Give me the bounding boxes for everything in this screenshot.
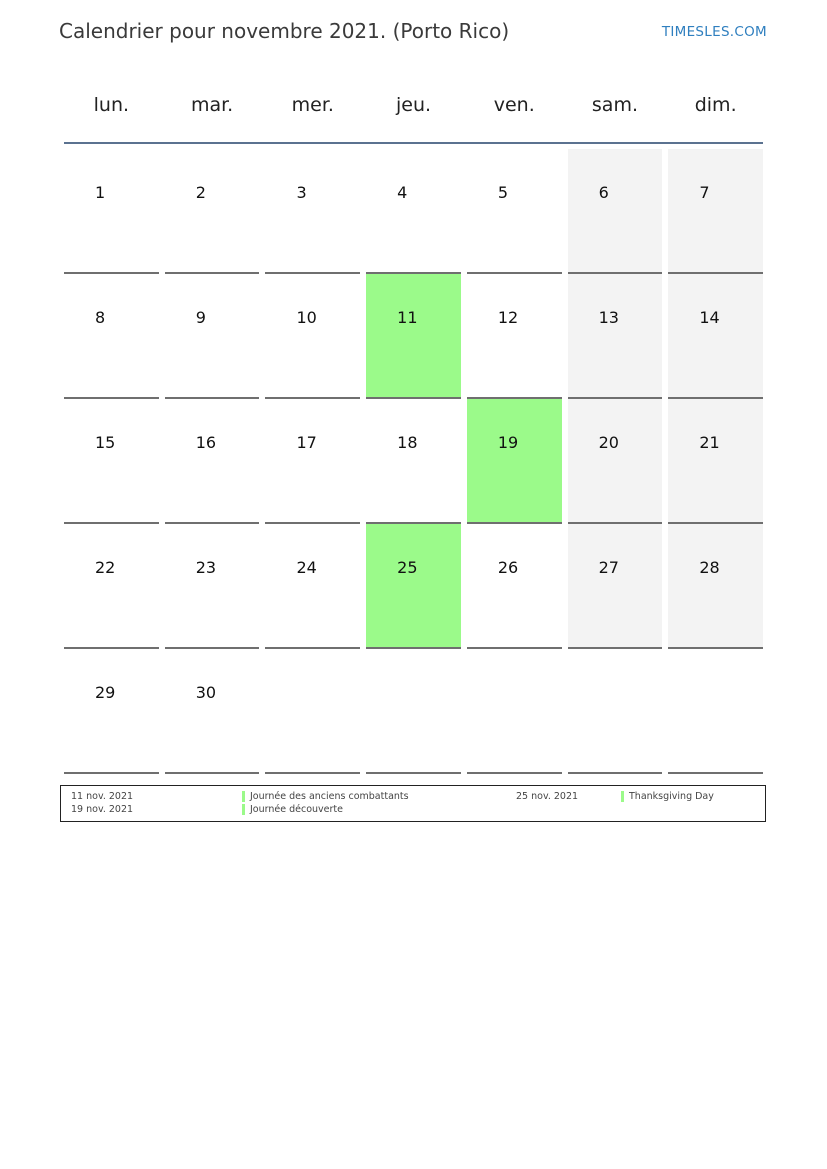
day-number: 6 <box>598 183 609 202</box>
day-cell-background <box>64 149 159 272</box>
holiday-color-swatch <box>242 791 245 802</box>
day-number: 17 <box>296 433 317 452</box>
holiday-day-cell <box>366 524 461 649</box>
day-cell <box>366 399 461 524</box>
day-cell <box>467 524 562 649</box>
day-cell-background <box>668 399 763 522</box>
page-title: Calendrier pour novembre 2021. (Porto Rico) <box>59 19 510 43</box>
day-cell-background <box>568 399 663 522</box>
day-cell-background <box>165 524 260 647</box>
weekday-label: jeu. <box>395 94 432 116</box>
day-cell-background <box>265 524 360 647</box>
day-number: 20 <box>598 433 619 452</box>
day-cell <box>668 274 763 399</box>
day-cell <box>568 524 663 649</box>
day-number: 14 <box>699 308 720 327</box>
day-cell-background <box>568 649 663 772</box>
legend-holiday-name: Journée des anciens combattants <box>250 791 409 802</box>
legend-holiday-name: Thanksgiving Day <box>629 791 714 802</box>
day-cell-background <box>668 649 763 772</box>
day-cell <box>64 274 159 399</box>
day-number: 24 <box>296 558 317 577</box>
empty-day-cell <box>568 649 663 774</box>
day-cell-background <box>265 649 360 772</box>
day-cell-background <box>366 399 461 522</box>
day-cell-background <box>668 274 763 397</box>
day-cell <box>64 524 159 649</box>
day-cell <box>265 524 360 649</box>
day-number: 2 <box>195 183 206 202</box>
day-cell <box>668 399 763 524</box>
holiday-day-cell <box>467 399 562 524</box>
day-cell <box>467 149 562 274</box>
weekday-label: mar. <box>190 94 234 116</box>
day-number: 15 <box>95 433 116 452</box>
holiday-legend <box>60 785 766 822</box>
calendar-week <box>64 149 763 274</box>
day-cell <box>165 399 260 524</box>
header-divider <box>64 142 763 144</box>
day-cell-background <box>265 149 360 272</box>
day-cell <box>265 274 360 399</box>
empty-day-cell <box>265 649 360 774</box>
site-link[interactable]: TIMESLES.COM <box>661 24 767 40</box>
holiday-day-cell <box>366 274 461 399</box>
day-cell <box>265 149 360 274</box>
day-number: 25 <box>397 558 418 577</box>
empty-day-cell <box>668 649 763 774</box>
day-cell-background <box>668 149 763 272</box>
legend-date: 25 nov. 2021 <box>516 791 579 802</box>
day-cell-background <box>467 149 562 272</box>
day-cell-background <box>568 274 663 397</box>
weekday-label: ven. <box>493 94 535 116</box>
legend-item <box>621 791 714 802</box>
day-cell-background <box>165 399 260 522</box>
day-cell <box>668 149 763 274</box>
day-cell-background <box>467 274 562 397</box>
weekday-header <box>64 70 763 140</box>
day-cell-background <box>467 649 562 772</box>
day-cell-background <box>64 274 159 397</box>
day-cell-background <box>366 524 461 647</box>
day-number: 3 <box>296 183 307 202</box>
day-cell-background <box>64 524 159 647</box>
weekday-label: dim. <box>694 94 737 116</box>
day-cell-background <box>568 149 663 272</box>
holiday-color-swatch <box>242 804 245 815</box>
empty-day-cell <box>467 649 562 774</box>
day-cell <box>366 149 461 274</box>
weekday-label: lun. <box>93 94 130 116</box>
day-cell <box>165 149 260 274</box>
day-cell <box>568 274 663 399</box>
legend-item <box>242 791 409 802</box>
day-cell-background <box>165 149 260 272</box>
day-number: 22 <box>95 558 116 577</box>
day-number: 11 <box>397 308 418 327</box>
day-cell-background <box>366 649 461 772</box>
day-cell-background <box>366 274 461 397</box>
day-cell-background <box>366 149 461 272</box>
day-cell-background <box>165 274 260 397</box>
day-cell-background <box>265 274 360 397</box>
day-cell-background <box>668 524 763 647</box>
day-number: 7 <box>699 183 710 202</box>
day-cell <box>165 649 260 774</box>
holiday-color-swatch <box>621 791 624 802</box>
day-number: 12 <box>497 308 519 327</box>
day-number: 5 <box>497 183 509 202</box>
weekday-label: sam. <box>591 94 638 116</box>
day-cell <box>64 649 159 774</box>
calendar-week <box>64 399 763 524</box>
day-number: 13 <box>598 308 619 327</box>
day-number: 4 <box>397 183 408 202</box>
day-cell <box>568 149 663 274</box>
day-number: 26 <box>497 558 519 577</box>
day-cell-background <box>165 649 260 772</box>
day-cell <box>568 399 663 524</box>
day-number: 28 <box>699 558 720 577</box>
day-number: 29 <box>95 683 116 702</box>
day-cell-background <box>265 399 360 522</box>
day-cell-background <box>64 399 159 522</box>
day-number: 8 <box>95 308 106 327</box>
day-cell-background <box>467 399 562 522</box>
empty-day-cell <box>366 649 461 774</box>
calendar-week <box>64 524 763 649</box>
day-number: 23 <box>195 558 217 577</box>
calendar-week <box>64 274 763 399</box>
calendar-week <box>64 649 763 774</box>
legend-date: 11 nov. 2021 <box>71 791 134 802</box>
day-cell-background <box>467 524 562 647</box>
day-number: 30 <box>195 683 217 702</box>
day-number: 19 <box>497 433 519 452</box>
legend-holiday-name: Journée découverte <box>250 804 343 815</box>
day-number: 27 <box>598 558 619 577</box>
day-cell <box>64 149 159 274</box>
day-cell-background <box>64 649 159 772</box>
legend-item <box>242 804 343 815</box>
day-number: 16 <box>195 433 217 452</box>
day-number: 21 <box>699 433 720 452</box>
day-cell <box>668 524 763 649</box>
day-cell <box>165 274 260 399</box>
legend-date: 19 nov. 2021 <box>71 804 134 815</box>
day-cell <box>467 274 562 399</box>
day-cell <box>165 524 260 649</box>
day-cell-background <box>568 524 663 647</box>
calendar-grid <box>64 70 763 774</box>
day-cell <box>265 399 360 524</box>
day-number: 18 <box>397 433 418 452</box>
weeks-container <box>64 149 763 774</box>
day-number: 10 <box>296 308 317 327</box>
day-number: 9 <box>195 308 206 327</box>
weekday-label: mer. <box>291 94 334 116</box>
day-cell <box>64 399 159 524</box>
day-number: 1 <box>95 183 106 202</box>
